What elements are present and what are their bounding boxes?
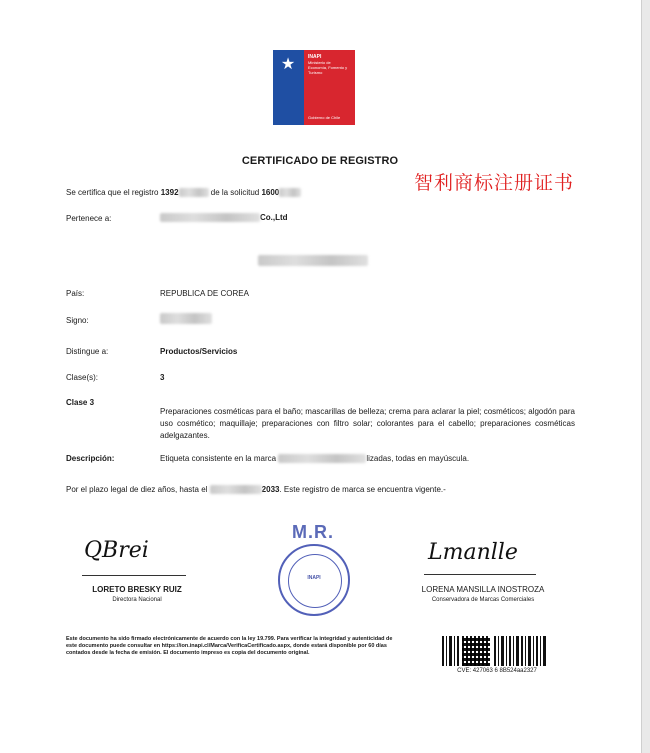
pertenece-label: Pertenece a: <box>66 214 112 223</box>
distingue-value: Productos/Servicios <box>160 347 238 356</box>
cve-code: CVE: 427063 6 8B524aa2327 <box>457 668 537 674</box>
signer-right-role: Conservadora de Marcas Comerciales <box>431 597 535 603</box>
owner-blurred <box>258 255 368 266</box>
clase3-description: Preparaciones cosméticas para el baño; mascarillas de belleza; crema para aclarar la piel; cosméticos; algodón para uso cosmético; maquillaje; preparaciones con filtro solar; colorantes para el cabello; preparaciones cosméticas adelgazantes. <box>160 407 575 440</box>
chile-star-icon: ★ <box>280 56 296 73</box>
clases-value: 3 <box>160 373 165 382</box>
registry-line: Se certifica que el registro 1392 de la solicitud 1600 <box>66 187 301 198</box>
signo-value <box>160 313 212 324</box>
signo-label: Signo: <box>66 316 89 325</box>
footer-legal-text: Este documento ha sido firmado electrónicamente de acuerdo con la ley 19.799. Para verificar la integridad y autenticidad de este documento puede consultar en https://ion.inapi.cl/Marca/VerificaCertificado.aspx, donde estará disponible por 60 días contados desde la fecha de emisión. El documento impreso es copia del documento original. <box>66 636 393 656</box>
pertenece-value: Co.,Ltd <box>160 213 288 222</box>
clase3-label: Clase 3 <box>66 398 95 407</box>
distingue-label: Distingue a: <box>66 347 109 356</box>
chinese-caption: 智利商标注册证书 <box>414 172 575 194</box>
signer-left-role: Directora Nacional <box>112 597 162 603</box>
descripcion-label: Descripción: <box>66 454 115 463</box>
clases-label: Clase(s): <box>66 373 99 382</box>
mr-mark: M.R. <box>292 522 334 542</box>
barcode <box>442 636 548 666</box>
signature-left: QBrei <box>84 538 149 563</box>
inapi-seal: INAPI <box>278 544 350 616</box>
scrollbar-track[interactable] <box>641 0 650 753</box>
signature-right: Lmanlle <box>428 540 518 565</box>
inapi-logo: ★ INAPI Ministerio de Economía, Fomento y Turismo Gobierno de Chile <box>273 50 355 125</box>
signer-left-name: LORETO BRESKY RUIZ <box>92 585 182 594</box>
pais-label: País: <box>66 289 85 298</box>
descripcion-value: Etiqueta consistente en la marca lizadas, todas en mayúscula. <box>160 454 470 463</box>
pais-value: REPUBLICA DE COREA <box>160 289 249 298</box>
signer-right-name: LORENA MANSILLA INOSTROZA <box>421 585 545 594</box>
validity-line: Por el plazo legal de diez años, hasta el 2033. Este registro de marca se encuentra vigente.- <box>66 485 446 494</box>
qr-code <box>462 636 490 666</box>
document-title: CERTIFICADO DE REGISTRO <box>241 155 399 167</box>
